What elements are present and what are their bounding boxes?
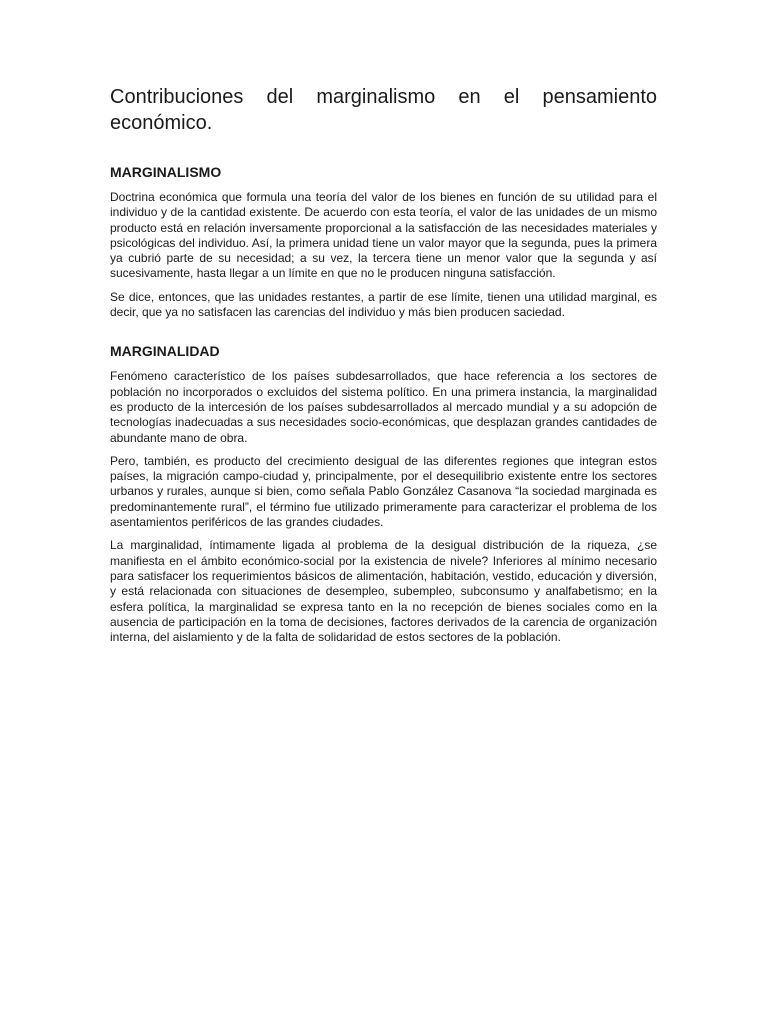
section-marginalismo (110, 163, 657, 320)
paragraph: La marginalidad, íntimamente ligada al problema de la desigual distribución de la riqueza, ¿se manifiesta en el ámbito económico-social por la existencia de nivele? Inferiores al mínimo necesario para satisfacer los requerimientos básicos de alimentación, habitación, vestido, educación y diversión, y está relacionada con situaciones de desempleo, subempleo, subconsumo y analfabetismo; en la esfera política, la marginalidad se expresa tanto en la no recepción de bienes sociales como en la ausencia de participación en la toma de decisiones, factores derivados de la carencia de organización interna, del aislamiento y de la falta de solidaridad de estos sectores de la población. (110, 538, 657, 645)
paragraph: Pero, también, es producto del crecimiento desigual de las diferentes regiones que integran estos países, la migración campo-ciudad y, principalmente, por el desequilibrio existente entre los sectores urbanos y rurales, aunque si bien, como señala Pablo González Casanova “la sociedad marginada es predominantemente rural”, el término fue utilizado primeramente para caracterizar el problema de los asentamientos periféricos de las grandes ciudades. (110, 453, 657, 530)
document-title: Contribuciones del marginalismo en el pensamiento económico. (110, 86, 657, 134)
section-heading: MARGINALISMO (110, 164, 222, 180)
paragraph: Se dice, entonces, que las unidades restantes, a partir de ese límite, tienen una utilidad marginal, es decir, que ya no satisfacen las carencias del individuo y más bien producen saciedad. (110, 289, 657, 320)
section-marginalidad (110, 342, 657, 645)
paragraph: Fenómeno característico de los países subdesarrollados, que hace referencia a los sectores de población no incorporados o excluidos del sistema político. En una primera instancia, la marginalidad es producto de la intercesión de los países subdesarrollados al mercado mundial y a su adopción de tecnologías inadecuadas a sus necesidades socio-económicas, que desplazan grandes cantidades de abundante mano de obra. (110, 369, 657, 445)
document-page (110, 84, 657, 653)
section-heading: MARGINALIDAD (110, 343, 220, 360)
paragraph: Doctrina económica que formula una teoría del valor de los bienes en función de su utilidad para el individuo y de la cantidad existente. De acuerdo con esta teoría, el valor de las unidades de un mismo producto está en relación inversamente proporcional a la satisfacción de las necesidades materiales y psicológicas del individuo. Así, la primera unidad tiene un valor mayor que la segunda, pues la primera ya cubrió parte de su necesidad; a su vez, la tercera tiene un menor valor que la segunda y así sucesivamente, hasta llegar a un límite en que no le producen ninguna satisfacción. (110, 190, 657, 281)
